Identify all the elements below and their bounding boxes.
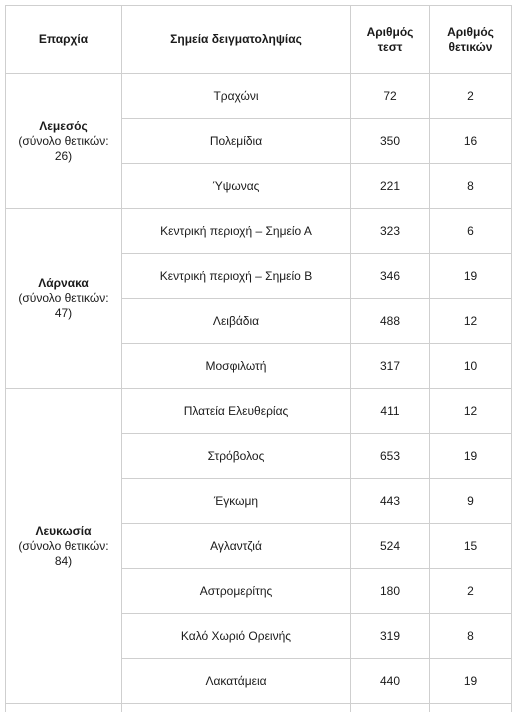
tests-cell: 323 (351, 209, 430, 254)
positives-cell: 12 (430, 299, 512, 344)
tests-cell: 440 (351, 659, 430, 704)
tests-cell: 350 (351, 119, 430, 164)
tests-cell: 317 (351, 344, 430, 389)
tests-cell: 524 (351, 524, 430, 569)
positives-cell: 15 (430, 524, 512, 569)
tests-cell: 653 (351, 434, 430, 479)
site-cell: Μοσφιλωτή (122, 344, 351, 389)
district-cell (6, 209, 122, 389)
district-cell (6, 389, 122, 704)
site-cell: Πλατεία Ελευθερίας (122, 389, 351, 434)
header-row (6, 6, 512, 74)
site-cell: Πολεμίδια (122, 119, 351, 164)
site-cell: Ύψωνας (122, 164, 351, 209)
district-name: Λεμεσός (10, 119, 117, 134)
empty-cell (122, 704, 351, 712)
positives-cell: 19 (430, 434, 512, 479)
site-cell: Καλό Χωριό Ορεινής (122, 614, 351, 659)
positives-cell: 9 (430, 479, 512, 524)
sampling-results-table (5, 5, 512, 712)
district-name: Λευκωσία (10, 524, 117, 539)
positives-cell: 10 (430, 344, 512, 389)
empty-cell (351, 704, 430, 712)
site-cell: Έγκωμη (122, 479, 351, 524)
site-cell: Κεντρική περιοχή – Σημείο Α (122, 209, 351, 254)
positives-cell: 12 (430, 389, 512, 434)
positives-cell: 8 (430, 164, 512, 209)
site-cell: Αγλαντζιά (122, 524, 351, 569)
positives-cell: 2 (430, 74, 512, 119)
empty-cell (430, 704, 512, 712)
tests-cell: 411 (351, 389, 430, 434)
district-positive-total: (σύνολο θετικών: 84) (10, 539, 117, 569)
table-row (6, 209, 512, 254)
site-cell: Αστρομερίτης (122, 569, 351, 614)
site-cell: Τραχώνι (122, 74, 351, 119)
header-positives: Αριθμός θετικών (430, 6, 512, 74)
empty-cell (6, 704, 122, 712)
positives-cell: 2 (430, 569, 512, 614)
tests-cell: 488 (351, 299, 430, 344)
tests-cell: 180 (351, 569, 430, 614)
tests-cell: 72 (351, 74, 430, 119)
table-row (6, 74, 512, 119)
positives-cell: 19 (430, 254, 512, 299)
positives-cell: 6 (430, 209, 512, 254)
table-body (6, 74, 512, 712)
tests-cell: 443 (351, 479, 430, 524)
positives-cell: 8 (430, 614, 512, 659)
tests-cell: 319 (351, 614, 430, 659)
district-positive-total: (σύνολο θετικών: 26) (10, 134, 117, 164)
header-tests: Αριθμός τεστ (351, 6, 430, 74)
district-positive-total: (σύνολο θετικών: 47) (10, 291, 117, 321)
site-cell: Κεντρική περιοχή – Σημείο Β (122, 254, 351, 299)
header-district: Επαρχία (6, 6, 122, 74)
site-cell: Λακατάμεια (122, 659, 351, 704)
tests-cell: 221 (351, 164, 430, 209)
district-name: Λάρνακα (10, 276, 117, 291)
positives-cell: 16 (430, 119, 512, 164)
district-cell (6, 74, 122, 209)
header-site: Σημεία δειγματοληψίας (122, 6, 351, 74)
table-row (6, 389, 512, 434)
site-cell: Στρόβολος (122, 434, 351, 479)
positives-cell: 19 (430, 659, 512, 704)
site-cell: Λειβάδια (122, 299, 351, 344)
tests-cell: 346 (351, 254, 430, 299)
table-row-truncated (6, 704, 512, 712)
